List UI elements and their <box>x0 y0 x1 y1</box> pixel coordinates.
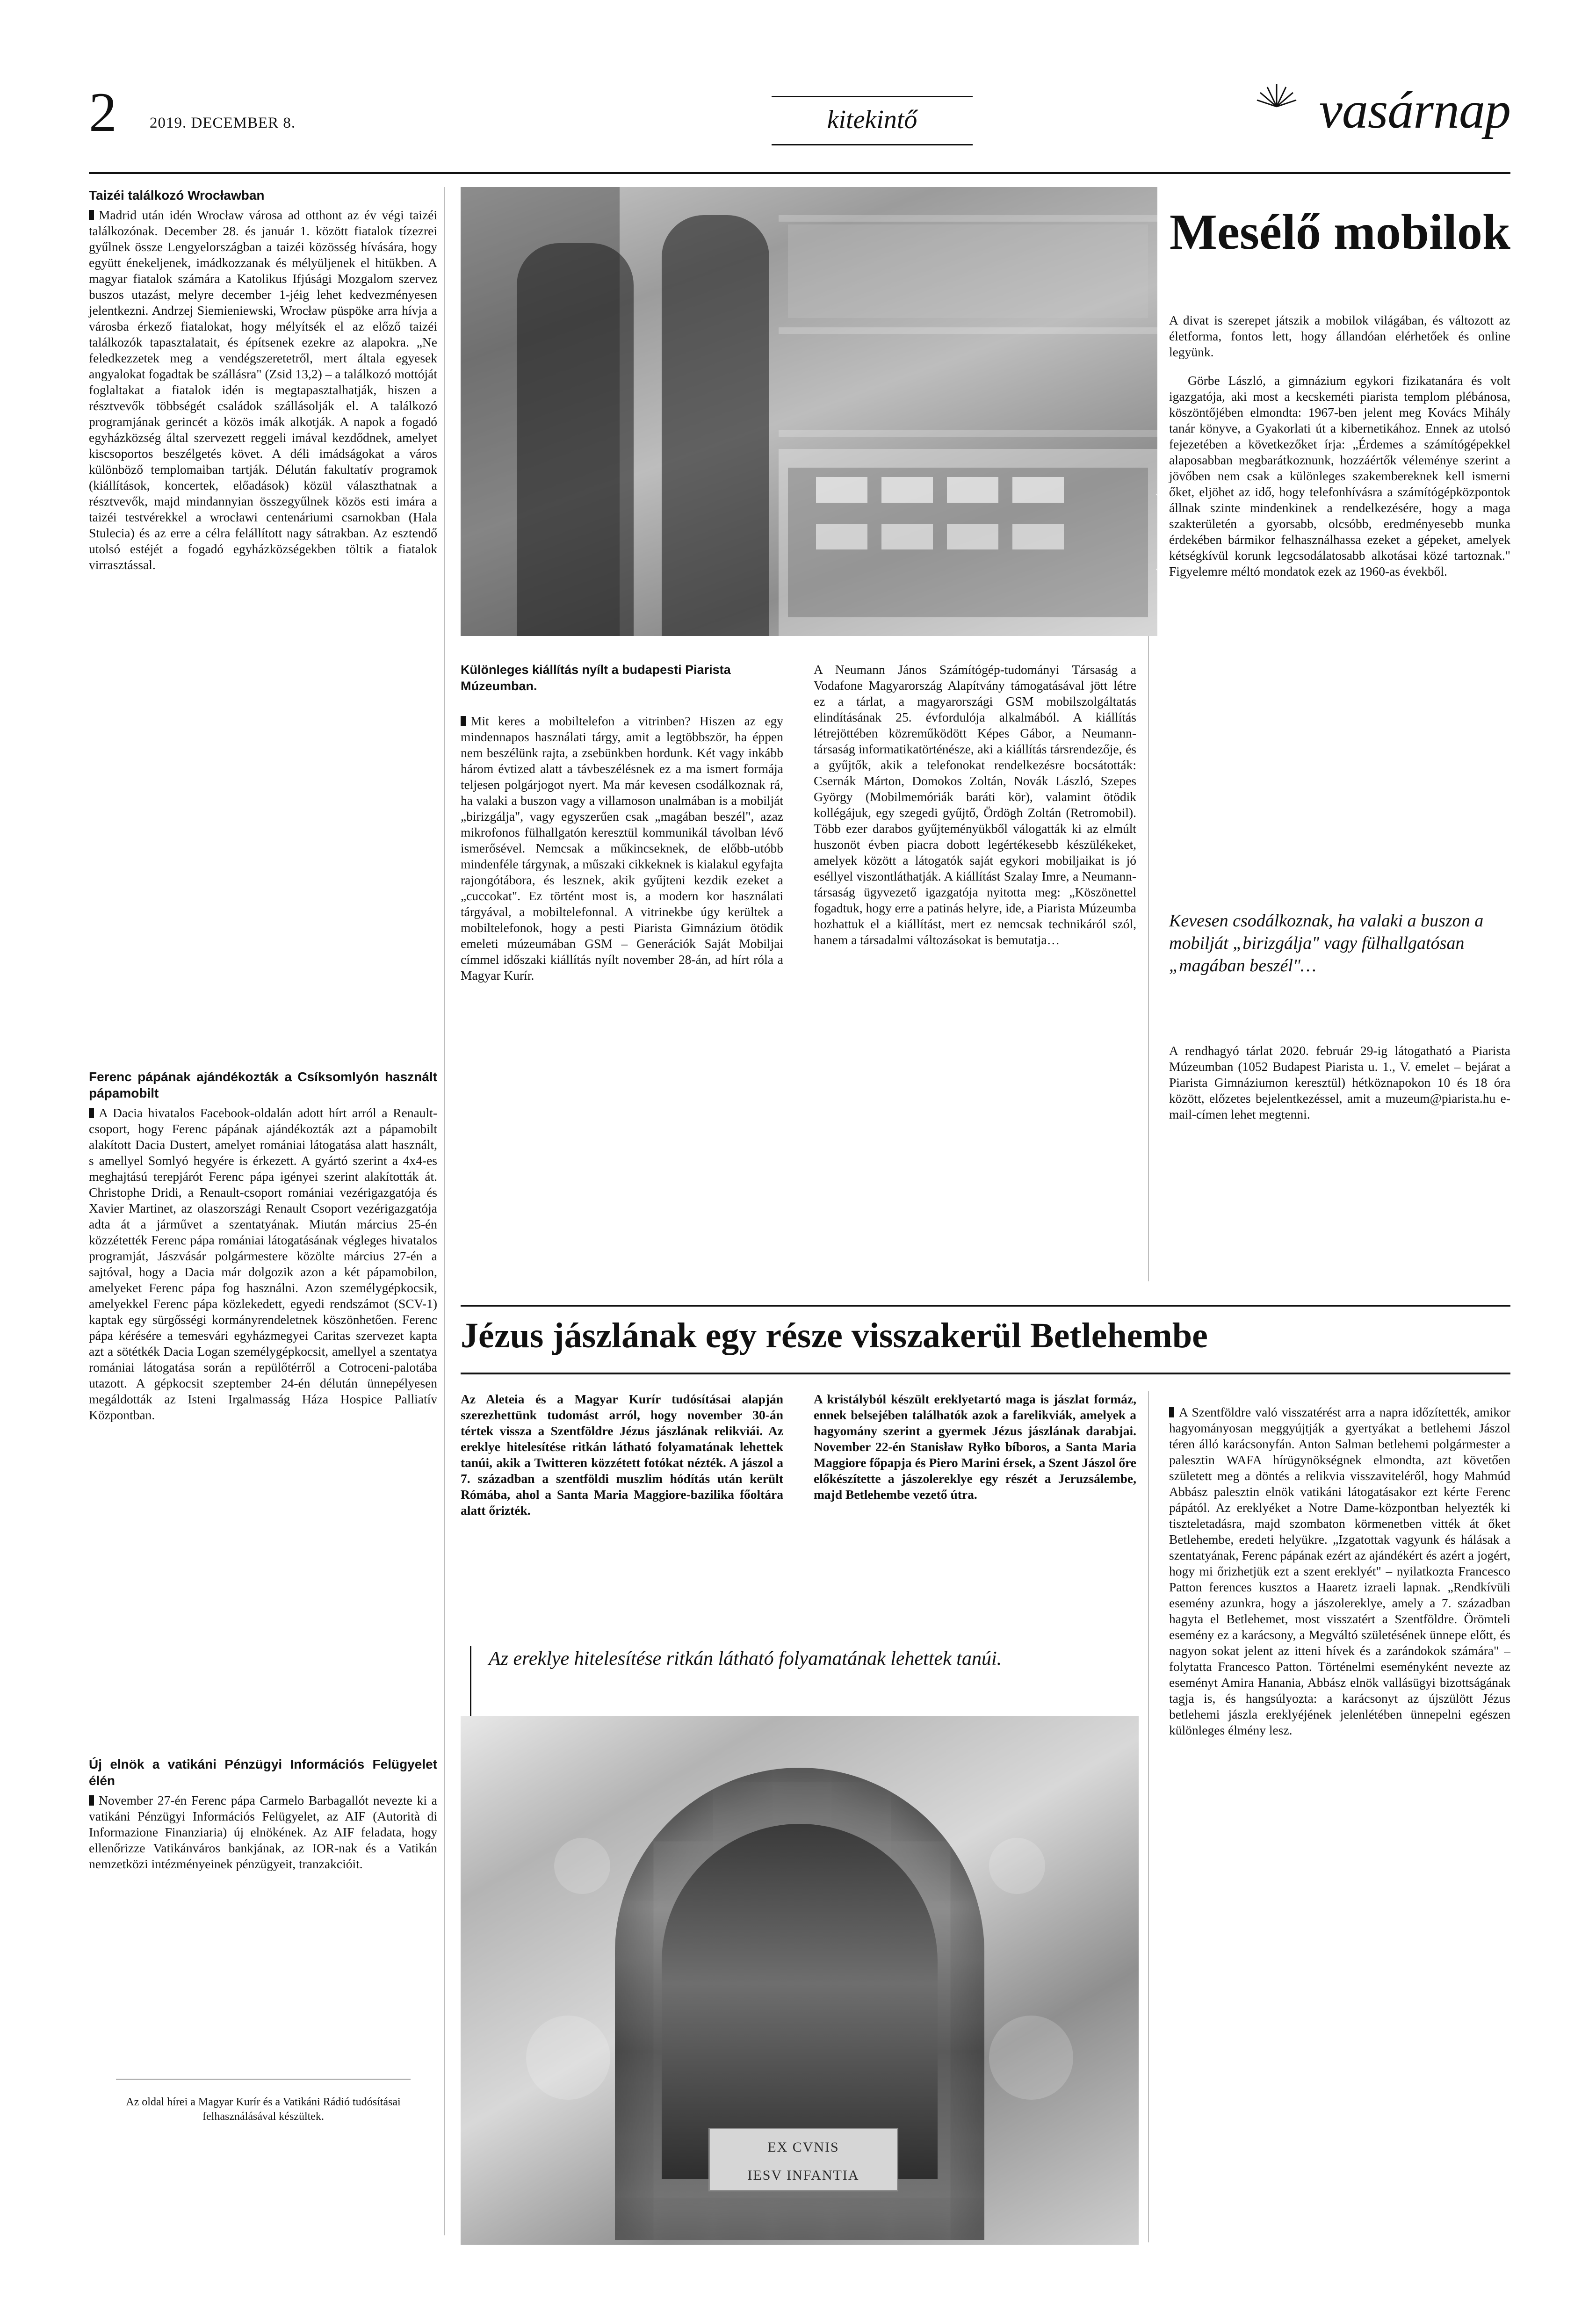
hero-tail-column: A rendhagyó tárlat 2020. február 29-ig látogatható a Piarista Múzeumban (1052 Budapest Piarista u. 1., V. emelet – bejárat a Piarista Gimnáziumon keresztül) hétköznapokon 10 és 18 óra között, előzetes bejelentkezéssel, amit a muzeum@piarista.hu e-mail-címen lehet megtenni. <box>1169 1043 1510 1121</box>
bullet-icon <box>89 1108 94 1118</box>
article-gsm-text-a: Mit keres a mobiltelefon a vitrinben? Hiszen az egy mindennapos használati tárgy, amit a legtöbbször, ha éppen nem beszélünk rajta, a zsebünkben hordunk. Két vagy inkább három évtized alatt a távbeszélésnek ez a ma ismert formája teljesen polgárjogot nyert. Ma már kevesen csodálkoznak rá, ha valaki a buszon vagy a villamoson unalmában is a mobilját „birizgálja", vagy egyszerűen csak „magában beszél", azaz mikrofonos fülhallgatón keresztül kommunikál távolban lévő ismerősével. Nemcsak a műkincseknek, de előbb-utóbb mindenféle tárgynak, a műszaki cikkeknek is kialakul egyfajta rajongótábora, és lesznek, akik gyűjteni kezdik ezeket a „cuccokat". Ez történt most is, a modern kor használati tárgyával, a mobiltelefonnal. A vitrinekbe úgy kerültek a mobiltelefonok, hogy a pesti Piarista Gimnázium ötödik emeleti múzeumában GSM – Generációk Saját Mobiljai címmel időszaki kiállítás nyílt november 28-án, ad hírt róla a Magyar Kurír. <box>461 714 783 983</box>
bullet-icon <box>461 716 466 726</box>
article-papamobil-subhead: Ferenc pápának ajándékozták a Csíksomlyón használt pápamobilt <box>89 1070 437 1100</box>
plaque-line-1: EX CVNIS <box>767 2139 839 2155</box>
article-gsm-column-a <box>461 713 783 983</box>
article2-column-3 <box>1169 1391 1510 1751</box>
article-taize-body <box>89 207 437 573</box>
reliquary-inner <box>662 1824 938 2179</box>
article-aif-subhead: Új elnök a vatikáni Pénzügyi Információs Felügyelet élén <box>89 1757 437 1788</box>
column-divider-3 <box>1148 1391 1149 2242</box>
reliquary-photo <box>461 1716 1139 2245</box>
article-taize-subhead: Taizéi találkozó Wrocławban <box>89 188 265 202</box>
source-note: Az oldal hírei a Magyar Kurír és a Vatikáni Rádió tudósításai felhasználásával készültek. <box>126 2096 401 2123</box>
article-papamobil-text: A Dacia hivatalos Facebook-oldalán adott hírt arról a Renault-csoport, hogy Ferenc pápának ajándékozták azt a pápamobilt alakított Dacia Dustert, amelyet romániai látogatása alatt használt, s amellyel Somlyó hegyére is érkezett. A gyártó szerint a 4x4-es meghajtású terepjárót Ferenc pápa igényei szerint alakították át. Christophe Dridi, a Renault-csoport romániai vezérigazgatója és Xavier Martinet, az olaszországi Renault Csoport vezérigazgatója adta át a járművet a szentatyának. Miután március 25-én közzétették Ferenc pápa romániai látogatásának végleges hivatalos programját, Jászvásár polgármestere közölte március 27-én a sajtóval, hogy a Dacia már dolgozik azon a két pápamobilon, amelyeket Ferenc pápa fog használni. Azon személygépkocsik, amelyekkel Ferenc pápa közlekedett, egyedi rendszámot (SCV-1) kaptak egy sürgősségi kormányrendeletnek köszönhetően. Ferenc pápa kérésére a temesvári egyházmegyei Caritas szervezet kapta azt a sötétkék Dacia Logan személygépkocsit, amellyel a szentatya romániai látogatása során a repülőtérről a Cotroceni-palotába utazott. A gépkocsit szeptember 24-én délután ünnepélyesen megáldották az Isteni Irgalmasság Háza Hospice Palliatív Központban. <box>89 1106 437 1422</box>
bullet-icon <box>89 1795 94 1806</box>
hero-intro-2: Görbe László, a gimnázium egykori fizikatanára és volt igazgatója, aki most a kecskeméti piarista templom plébánosa, köszöntőjében elmondta: 1967-ben jelent meg Kovács Mihály tanár könyve, a Gyakorlati út a kibernetikához. Ennek az utolsó fejezetében a következőket írja: „Érdemes a számítógépekkel alaposabban megbarátkoznunk, hozzáértők véleménye szerint a jövőben nem csak a különleges szakembereknek kell ismerni őket, eljöhet az idő, hogy telefonhívásra a számítógépközpontok állnak szinte mindenkinek a rendelkezésére, hogy a maga szakterületén a gyorsabb, olcsóbb, eredményesebb munka érdekében bármikor felhasználhassa ezeket a gépeket, amelyek kétségkívül korunk legcsodálatosabb alkotásai közé tartoznak." Figyelemre méltó mondatok ezek az 1960-as évekből. <box>1169 373 1510 578</box>
article-aif-body <box>89 1792 437 1872</box>
article-aif <box>89 1756 437 1872</box>
brand-name: vasárnap <box>1319 81 1510 139</box>
bullet-icon <box>89 210 94 220</box>
photo-caption: Különleges kiállítás nyílt a budapesti Piarista Múzeumban. <box>461 663 731 693</box>
pullquote-rule <box>470 1646 471 1716</box>
plaque-line-2: IESV INFANTIA <box>747 2168 859 2183</box>
article-gsm-column-b: A Neumann János Számítógép-tudományi Társaság a Vodafone Magyarország Alapítvány támogatásával jött létre ez a tárlat, a magyarországi GSM mobilszolgáltatás elindításának 25. évfordulója alkalmából. A kiállítás létrejöttében közreműködött Képes Gábor, a Neumann-társaság informatikatörténésze, aki a kiállítás társrendezője, és a gyűjtők, akik a telefonokat rendelkezésre bocsátották: Csernák Márton, Domokos Zoltán, Novák László, Szepes György (Mobilmemóriák baráti kör), valamint ötödik kollégájuk, egy szegedi gyűjtő, Ördögh Zoltán (Retromobil). Több ezer darabos gyűjteményükből válogatták ki az elmúlt huszonöt évben piacra dobott legértékesebb készülékeket, amelyek között a látogatók saját egykori mobiljaikat is jó eséllyel viszontláthatják. A kiállítást Szalay Imre, a Neumann-társaság ügyvezető igazgatója nyitotta meg: „Köszönettel fogadtuk, hogy erre a patinás helyre, ide, a Piarista Múzeumba hozhattuk el a kiállítást, mert ez nemcsak technikáról szól, hanem a társadalmi változásokat is bemutatja… <box>814 662 1136 947</box>
article2-column-2: A kristályból készült ereklyetartó maga is jászlat formáz, ennek belsejében találhatók azok a farelikviák, amelyek a hagyomány szerint a gyermek Jézus jászlának darabjai. November 22-én Stanisław Ryłko bíboros, a Santa Maria Maggiore főpapja és Piero Marini érsek, a Szent Jászol őre előkészítette a jászolereklye egy részét a Jeruzsálembe, majd Betlehembe vezető útra. <box>814 1392 1136 1502</box>
hero-pullquote: Kevesen csodálkoznak, ha valaki a buszon a mobilját „birizgálja" vagy fülhallgatósan „magában beszél"… <box>1169 911 1484 976</box>
sun-rays-icon <box>1256 80 1298 108</box>
article-taize <box>89 187 437 573</box>
article2-rule-bottom <box>461 1373 1510 1374</box>
masthead <box>89 70 1510 164</box>
article2-text-3: A Szentföldre való visszatérést arra a napra időzítették, amikor hagyományosan meggyújtják a gyertyákat a betlehemi Jászol téren álló karácsonyfán. Anton Salman betlehemi polgármester a palesztin WAFA hírügynökségnek elmondta, azt követően született meg a döntés a relikvia visszaviteléről, hogy Mahmúd Abbász palesztin elnök vatikáni látogatásakor ezt kérte Ferenc pápától. Az ereklyéket a Notre Dame-központban helyezték ki tiszteletadásra, majd szombaton körmenetben vitték át őket Betlehembe, eredeti helyükre. „Izgatottak vagyunk és hálásak a szentatyának, Ferenc pápának ezért az ajándékért és azért a jogért, hogy mi őrizhetjük ezt a szent ereklyét" – nyilatkozta Francesco Patton ferences kusztos a Haaretz izraeli lapnak. „Rendkívüli esemény azunkra, hogy a jászolereklye, amely a 7. században hagyta el Betlehemet, most visszatért a Szentföldre. Örömteli esemény ez a karácsony, a Megváltó születésének ünnepe előtt, és nagyon sokat jelent az itteni hívek és a zarándokok számára" – folytatta Francesco Patton. Történelmi eseményként nevezte az eseményt Amira Hanania, Abbász elnök vallásügyi bizottságának tagja is, és hangsúlyozta: a karácsonyt az újszülött Jézus betlehemi jászla ereklyéjének jelenlétében ünnepelni egészen különleges élmény lesz. <box>1169 1404 1510 1737</box>
masthead-divider <box>89 172 1510 174</box>
page-number: 2 <box>89 81 117 143</box>
source-note-divider <box>116 2079 411 2080</box>
article-taize-text: Madrid után idén Wrocław városa ad otthont az év végi taizéi találkozónak. December 28. és január 1. között fiatalok tízezrei gyűlnek össze Lengyelországban a taizéi közösség hívására, hogy együtt énekeljenek, imádkozzanak és mélyüljenek el hitükben. A magyar fiatalok számára a Katolikus Ifjúsági Mozgalom szervez buszos utazást, melyre december 1-jéig lehet kedvezményesen jelentkezni. Andrzej Siemieniewski, Wrocław püspöke arra hívja a városba érkező fiatalokat, hogy mélyítsék el az előző taizéi találkozók tapasztalatait, és építsenek ezekre az alapokra. „Ne feledkezzetek meg a vendégszeretetről, mert általa egyesek angyalokat fogadtak be szállásra" (Zsid 13,2) – a találkozó mottóját foglaltakat a fiatalok idén is megtapasztalhatják, hiszen a résztvevők többségét családok szállásolják el. A találkozó programjának gerincét a közös imák alkotják. A napok a fogadó egyházközség által szervezett reggeli imával kezdődnek, amelyet kiscsoportos beszélgetés követ. A déli imádságokat a város különböző templomaiban tartják. Délután fakultatív programok (kiállítások, koncertek, előadások) közül választhatnak a résztvevők, majd mindannyian összegyűlnek közös esti imára a taizéi testvérekkel a wrocławi centenáriumi csarnokban (Hala Stulecia) és az erre a célra felállított nagy sátrakban. Az esztendő utolsó estéjét a fogadó egyházközségekben töltik a fiatalok virrasztással. <box>89 208 437 572</box>
article2-headline: Jézus jászlának egy része visszakerül Betlehembe <box>461 1316 1208 1355</box>
section-label-box <box>772 96 973 145</box>
issue-date: 2019. DECEMBER 8. <box>150 115 296 131</box>
article-papamobil <box>89 1069 437 1423</box>
hero-headline: Mesélő mobilok <box>1170 204 1510 260</box>
section-label: kitekintő <box>827 105 917 134</box>
article2-rule-top <box>461 1305 1510 1307</box>
article-aif-text: November 27-én Ferenc pápa Carmelo Barbagallót nevezte ki a vatikáni Pénzügyi Információs Felügyelet, az AIF (Autorità di Informazione Finanziaria) új elnökének. Az AIF feladata, hogy ellenőrizze Vatikánváros bankjának, az IOR-nak és a Vatikán nemzetközi intézményeinek pénzügyeit, tranzakcióit. <box>89 1793 437 1871</box>
photo-credit: FOTÓ: MAGYAR KURÍR <box>1157 486 1167 593</box>
hero-intro-column <box>1169 299 1510 593</box>
article2-column-1: Az Aleteia és a Magyar Kurír tudósításai alapján szerezhettünk tudomást arról, hogy november 30-án tértek vissza a Szentföldre Jézus jászlának relikviái. Az ereklye hitelesítése ritkán látható folyamatának lehettek tanúi, akik a Twitteren közzétett fotókat nézték. A jászol a 7. században a szentföldi muszlim hódítás után került Rómába, ahol a Santa Maria Maggiore-bazilika főoltára alatt őrizték. <box>461 1392 783 1518</box>
column-divider-1 <box>444 187 445 2235</box>
hero-intro-1: A divat is szerepet játszik a mobilok világában, és változott az életforma, fontos lett, hogy állandóan elérhetőek és online legyünk. <box>1169 312 1510 359</box>
bullet-icon <box>1169 1407 1174 1417</box>
article-papamobil-body <box>89 1105 437 1423</box>
brand-logo <box>1319 81 1510 139</box>
reliquary-plaque <box>708 2128 898 2191</box>
article2-pullquote: Az ereklye hitelesítése ritkán látható folyamatának lehettek tanúi. <box>489 1648 1002 1670</box>
